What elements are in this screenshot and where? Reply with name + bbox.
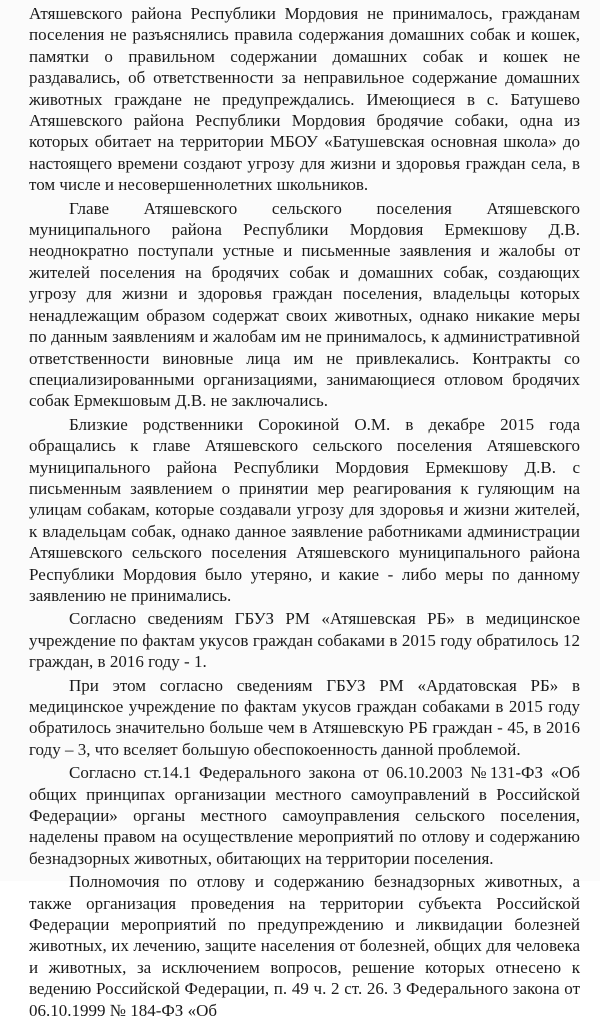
- paragraph-1: Атяшевского района Республики Мордовия не принималось, гражданам поселения не разъяснялись правила содержания домашних собак и кошек, памятки о правильном содержании домашних собак и кошек не раздавались, об ответственности за неправильное содержание домашних животных граждане не предупреждались. Имеющиеся в с. Батушево Атяшевского района Республики Мордовия бродячие собаки, одна из которых обитает на территории МБОУ «Батушевская основная школа» до настоящего времени создают угрозу для жизни и здоровья граждан села, в том числе и несовершеннолетних школьников.: [29, 4, 580, 195]
- paragraph-6: Согласно ст.14.1 Федерального закона от 06.10.2003 №131-ФЗ «Об общих принципах организации местного самоуправлений в Российской Федерации» органы местного самоуправления сельского поселения, наделены правом на осуществление мероприятий по отлову и содержанию безнадзорных животных, обитающих на территории поселения.: [29, 763, 580, 868]
- paragraph-3: Близкие родственники Сорокиной О.М. в декабре 2015 года обращались к главе Атяшевского сельского поселения Атяшевского муниципального района Республики Мордовия Ермекшову Д.В. с письменным заявлением о принятии мер реагирования к гуляющим на улицам собакам, которые создавали угрозу для здоровья и жизни жителей, к владельцам собак, однако данное заявление работниками администрации Атяшевского сельского поселения Атяшевского муниципального района Республики Мордовия было утеряно, и какие - либо меры по данному заявлению не принимались.: [29, 414, 580, 605]
- paragraph-2: Главе Атяшевского сельского поселения Атяшевского муниципального района Республики Мордовия Ермекшову Д.В. неоднократно поступали устные и письменные заявления и жалобы от жителей поселения на бродячих собак и домашних собак, создающих угрозу для жизни и здоровья граждан поселения, владельцы которых ненадлежащим образом содержат своих животных, однако никакие меры по данным заявлениям и жалобам им не принималось, к административной ответственности виновные лица им не привлекались. Контракты со специализированными организациями, занимающиеся отловом бродячих собак Ермекшовым Д.В. не заключались.: [29, 198, 580, 411]
- paragraph-7: Полномочия по отлову и содержанию безнадзорных животных, а также организация проведения на территории субъекта Российской Федерации мероприятий по предупреждению и ликвидации болезней животных, их лечению, защите населения от болезней, общих для человека и животных, за исключением вопросов, решение которых отнесено к ведению Российской Федерации, п. 49 ч. 2 ст. 26. 3 Федерального закона от 06.10.1999 № 184-ФЗ «Об: [29, 872, 580, 1020]
- paragraph-4: Согласно сведениям ГБУЗ РМ «Атяшевская РБ» в медицинское учреждение по фактам укусов граждан собаками в 2015 году обратилось 12 граждан, в 2016 году - 1.: [29, 609, 580, 672]
- paragraph-5: При этом согласно сведениям ГБУЗ РМ «Ардатовская РБ» в медицинское учреждение по фактам укусов граждан собаками в 2015 году обратилось значительно больше чем в Атяшевскую РБ граждан - 45, в 2016 году – 3, что вселяет большую обеспокоенность данной проблемой.: [29, 675, 580, 759]
